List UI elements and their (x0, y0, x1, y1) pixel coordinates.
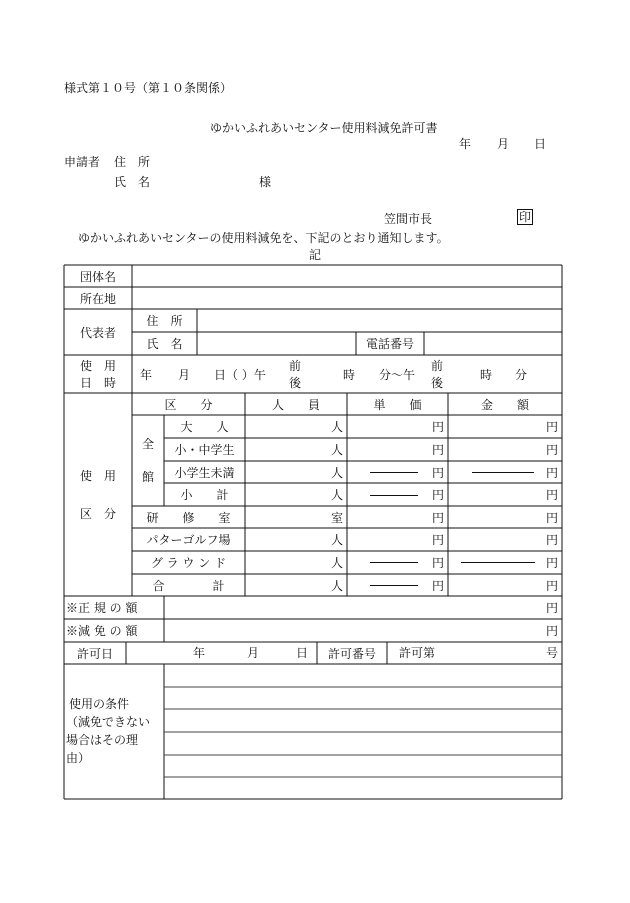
regular-amount-label: ※正 規 の 額 (66, 601, 138, 615)
conditions-label-1: 使用の条件 (69, 697, 130, 711)
conditions-label-3: 場合はその理 (66, 733, 139, 747)
row-price-yen-training-room: 円 (431, 510, 444, 525)
row-unit-adult: 人 (330, 420, 343, 434)
phone-field[interactable] (424, 332, 562, 355)
conditions-label-4: 由） (66, 751, 91, 765)
applicant-address-label: 住 所 (114, 155, 151, 169)
conditions-field[interactable] (164, 664, 562, 799)
permit-date-label: 許可日 (76, 646, 113, 661)
permit-day: 日 (296, 646, 309, 660)
col-header-amount: 金 額 (480, 397, 529, 412)
dt-month: 月 (178, 368, 191, 382)
row-price-yen-student: 円 (431, 443, 444, 457)
rep-name-field[interactable] (197, 332, 356, 355)
dt-day: 日（ ）午 (214, 368, 266, 382)
row-unit-preschool: 人 (330, 465, 343, 480)
mayor-label: 笠間市長 (384, 212, 433, 226)
col-header-category: 区 分 (164, 397, 213, 412)
row-price-yen-total: 円 (431, 578, 444, 593)
conditions-label-2: （減免できない (66, 715, 151, 729)
row-label-preschool: 小学生未満 (174, 465, 235, 480)
row-label-training-room: 研 修 室 (146, 510, 231, 525)
seal-mark (517, 210, 533, 224)
col-header-persons: 人 員 (271, 397, 320, 412)
seal-text: 印 (519, 210, 532, 224)
row-label-putter-golf: パターゴルフ場 (146, 533, 231, 547)
applicant-label: 申請者 (64, 155, 101, 169)
rep-name-label: 氏 名 (146, 337, 183, 351)
representative-label: 代表者 (79, 325, 116, 340)
permit-year: 年 (193, 646, 206, 660)
row-amount-yen-total: 円 (545, 578, 558, 593)
row-amount-yen-adult: 円 (545, 420, 558, 434)
row-unit-student: 人 (330, 443, 343, 457)
honorific-sama: 様 (259, 175, 272, 189)
col-header-unit-price: 単 価 (373, 397, 422, 412)
rep-address-field[interactable] (197, 309, 562, 332)
row-unit-training-room: 室 (330, 510, 343, 525)
permit-month: 月 (247, 646, 260, 660)
document-title: ゆかいふれあいセンター使用料減免許可書 (210, 121, 438, 135)
row-price-yen-adult: 円 (431, 420, 444, 434)
reduced-amount-label: ※減 免 の 額 (66, 624, 138, 638)
dt-am1: 前 (289, 359, 302, 373)
row-amount-yen-putter-golf: 円 (545, 533, 558, 547)
permit-number-label: 許可番号 (327, 646, 376, 661)
location-field[interactable] (132, 287, 562, 309)
usage-label-bottom: 区 分 (79, 507, 116, 521)
row-amount-yen-preschool: 円 (545, 465, 558, 480)
rep-address-label: 住 所 (146, 314, 183, 328)
permit-dai: 許可第 (399, 646, 436, 660)
row-unit-ground: 人 (330, 556, 343, 570)
ki-label: 記 (309, 248, 322, 262)
datetime-label-top: 使 用 (79, 359, 116, 373)
location-label: 所在地 (79, 291, 116, 306)
phone-label: 電話番号 (365, 337, 414, 351)
whole-hall-char1: 全 (141, 437, 154, 451)
issue-date-month: 月 (497, 137, 510, 151)
dt-min1: 分〜午 (379, 368, 416, 382)
row-label-total: 合 計 (152, 578, 225, 593)
dt-pm2: 後 (431, 376, 444, 390)
row-amount-yen-ground: 円 (545, 556, 558, 570)
dt-min2: 分 (515, 368, 528, 382)
row-price-yen-putter-golf: 円 (431, 533, 444, 547)
permit-go: 号 (546, 646, 559, 660)
row-price-yen-ground: 円 (431, 556, 444, 570)
issue-date-year: 年 (459, 137, 472, 151)
row-unit-putter-golf: 人 (330, 533, 343, 547)
row-label-subtotal: 小 計 (180, 488, 229, 502)
usage-label-top: 使 用 (79, 469, 116, 483)
row-label-ground: グ ラ ウ ン ド (150, 556, 227, 570)
dt-hour1: 時 (343, 368, 356, 382)
row-unit-total: 人 (330, 578, 343, 593)
dt-am2: 前 (431, 359, 444, 373)
form-number: 様式第１０号（第１０条関係） (64, 81, 233, 95)
dt-hour2: 時 (480, 368, 493, 382)
group-name-field[interactable] (132, 265, 562, 287)
row-price-yen-preschool: 円 (431, 465, 444, 480)
dt-pm1: 後 (289, 376, 302, 390)
row-amount-yen-subtotal: 円 (545, 488, 558, 502)
row-price-yen-subtotal: 円 (431, 488, 444, 502)
row-amount-yen-training-room: 円 (545, 510, 558, 525)
dt-year: 年 (140, 368, 153, 382)
applicant-name-label: 氏 名 (114, 175, 151, 189)
reduced-amount-yen: 円 (545, 624, 558, 638)
row-label-adult: 大 人 (180, 420, 229, 434)
datetime-label-bottom: 日 時 (79, 376, 116, 390)
row-amount-yen-student: 円 (545, 443, 558, 457)
group-name-label: 団体名 (79, 269, 116, 284)
row-unit-subtotal: 人 (330, 488, 343, 502)
row-label-student: 小・中学生 (174, 443, 235, 457)
notice-text: ゆかいふれあいセンターの使用料減免を、下記のとおり通知します。 (78, 231, 449, 245)
issue-date-day: 日 (534, 137, 547, 151)
regular-amount-yen: 円 (545, 601, 558, 615)
whole-hall-char2: 館 (141, 470, 154, 484)
